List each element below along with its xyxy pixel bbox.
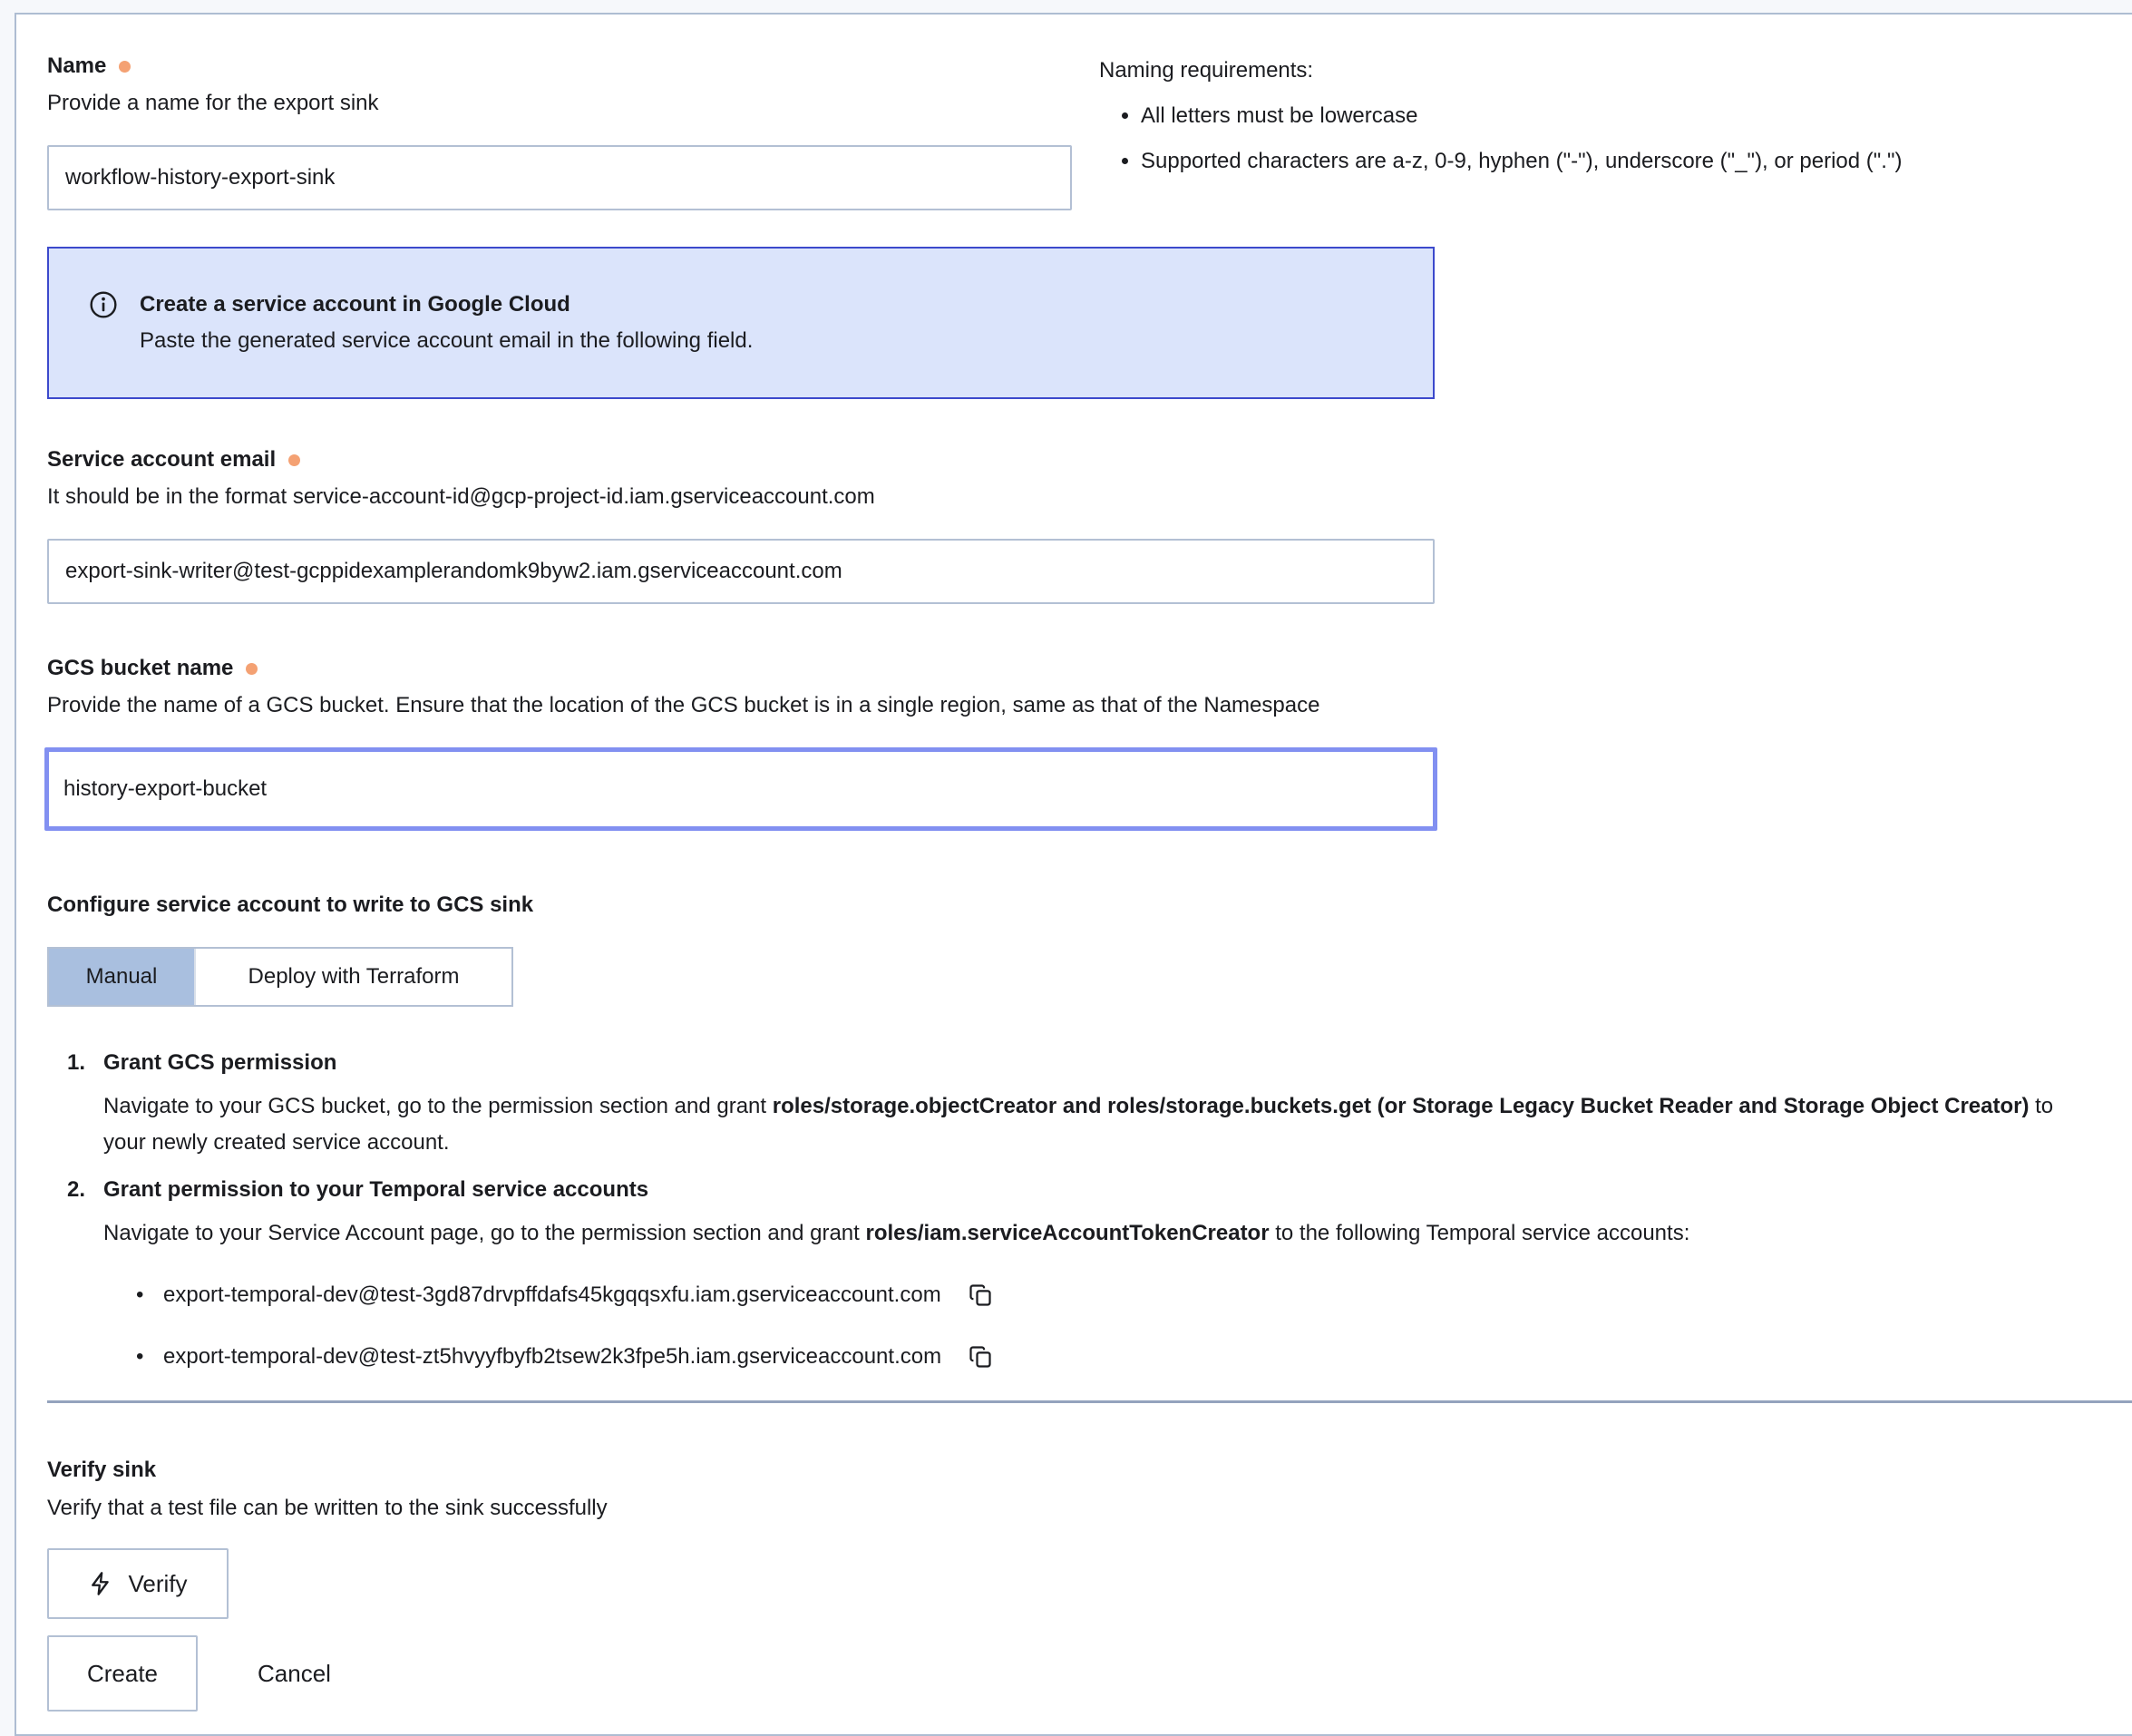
service-account-item bbox=[136, 1277, 2132, 1313]
manual-steps bbox=[47, 1047, 2132, 1375]
verify-sink-description: Verify that a test file can be written to the sink successfully bbox=[47, 1496, 608, 1520]
step-2-number: 2. bbox=[67, 1177, 86, 1202]
service-account-email-description: It should be in the format service-account-id@gcp-project-id.iam.gserviceaccount.com bbox=[47, 484, 875, 509]
create-button[interactable]: Create bbox=[47, 1635, 198, 1712]
temporal-service-accounts-list bbox=[136, 1277, 2132, 1375]
name-label-text: Name bbox=[47, 54, 107, 78]
step-1-body-bold-roles: roles/storage.objectCreator and roles/storage.buckets.get (or Storage Legacy Bucket Reader and Storage Object Creator) bbox=[772, 1094, 2030, 1118]
step-1-body-text: to your newly created service account. bbox=[103, 1094, 2054, 1155]
service-account-email-label-text: Service account email bbox=[47, 447, 277, 472]
naming-requirements bbox=[1099, 51, 2115, 178]
info-banner-text bbox=[140, 287, 753, 359]
export-sink-form-panel bbox=[15, 13, 2132, 1736]
step-1-body bbox=[103, 1088, 2094, 1161]
configure-tabs bbox=[47, 947, 513, 1007]
naming-requirement-item: • All letters must be lowercase bbox=[1141, 100, 2115, 132]
sink-name-input[interactable] bbox=[47, 145, 1072, 210]
step-1-body-text: Navigate to your GCS bucket, go to the permission section and grant bbox=[103, 1094, 773, 1118]
name-field-section bbox=[47, 51, 1072, 210]
step-2-body-text: Navigate to your Service Account page, go to the permission section and grant bbox=[103, 1221, 866, 1245]
step-2-body-bold-role: roles/iam.serviceAccountTokenCreator bbox=[865, 1221, 1270, 1245]
tab-manual[interactable]: Manual bbox=[49, 949, 194, 1005]
form-actions bbox=[47, 1635, 2132, 1712]
required-dot-icon bbox=[288, 454, 300, 466]
bullet-icon: • bbox=[136, 1344, 144, 1369]
service-account-email-text: export-temporal-dev@test-zt5hvyyfbyfb2tsew2k3fpe5h.iam.gserviceaccount.com bbox=[163, 1344, 942, 1369]
required-dot-icon bbox=[246, 663, 258, 675]
bullet-icon: • bbox=[136, 1282, 144, 1307]
step-1-title bbox=[67, 1047, 2132, 1079]
name-description: Provide a name for the export sink bbox=[47, 91, 379, 115]
gcs-bucket-name-label-text: GCS bucket name bbox=[47, 656, 234, 680]
copy-icon bbox=[968, 1282, 993, 1308]
step-1-number: 1. bbox=[67, 1050, 86, 1075]
gcs-bucket-name-label bbox=[47, 653, 2132, 684]
zap-icon bbox=[88, 1571, 113, 1596]
copy-button[interactable] bbox=[965, 1341, 996, 1372]
name-label bbox=[47, 51, 1072, 82]
naming-requirement-item: • Supported characters are a-z, 0-9, hyphen ("-"), underscore ("_"), or period (".") bbox=[1141, 145, 2115, 178]
step-2-title bbox=[67, 1174, 2132, 1206]
service-account-info-banner bbox=[47, 247, 1435, 399]
info-banner-title: Create a service account in Google Cloud bbox=[140, 292, 570, 317]
service-account-email-text: export-temporal-dev@test-3gd87drvpffdafs45kgqqsxfu.iam.gserviceaccount.com bbox=[163, 1282, 941, 1307]
name-and-requirements-row bbox=[47, 51, 2132, 210]
service-account-item bbox=[136, 1339, 2132, 1375]
step-2-body bbox=[103, 1215, 2094, 1252]
service-account-email-input[interactable] bbox=[47, 539, 1435, 604]
verify-sink-heading: Verify sink bbox=[47, 1458, 157, 1482]
verify-button[interactable] bbox=[47, 1548, 229, 1619]
copy-button[interactable] bbox=[965, 1280, 996, 1311]
service-account-email-label bbox=[47, 444, 2132, 475]
step-2-body-text: to the following Temporal service accounts: bbox=[1269, 1221, 1690, 1245]
info-banner-body: Paste the generated service account email in the following field. bbox=[140, 328, 754, 353]
required-dot-icon bbox=[119, 61, 131, 73]
section-divider bbox=[47, 1400, 2132, 1403]
verify-button-label: Verify bbox=[128, 1569, 188, 1597]
gcs-bucket-description: Provide the name of a GCS bucket. Ensure that the location of the GCS bucket is in a single region, same as that of the Namespace bbox=[47, 693, 1320, 717]
configure-section-heading: Configure service account to write to GCS sink bbox=[47, 892, 534, 917]
step-2-title-text: Grant permission to your Temporal service accounts bbox=[103, 1177, 649, 1202]
info-icon bbox=[89, 290, 118, 319]
step-1-title-text: Grant GCS permission bbox=[103, 1050, 337, 1075]
cancel-button[interactable]: Cancel bbox=[258, 1635, 331, 1712]
tab-deploy-with-terraform[interactable]: Deploy with Terraform bbox=[194, 949, 511, 1005]
naming-requirements-list bbox=[1099, 100, 2115, 178]
naming-requirements-title: Naming requirements: bbox=[1099, 58, 1314, 83]
gcs-bucket-name-input[interactable] bbox=[44, 747, 1437, 831]
copy-icon bbox=[968, 1344, 993, 1370]
